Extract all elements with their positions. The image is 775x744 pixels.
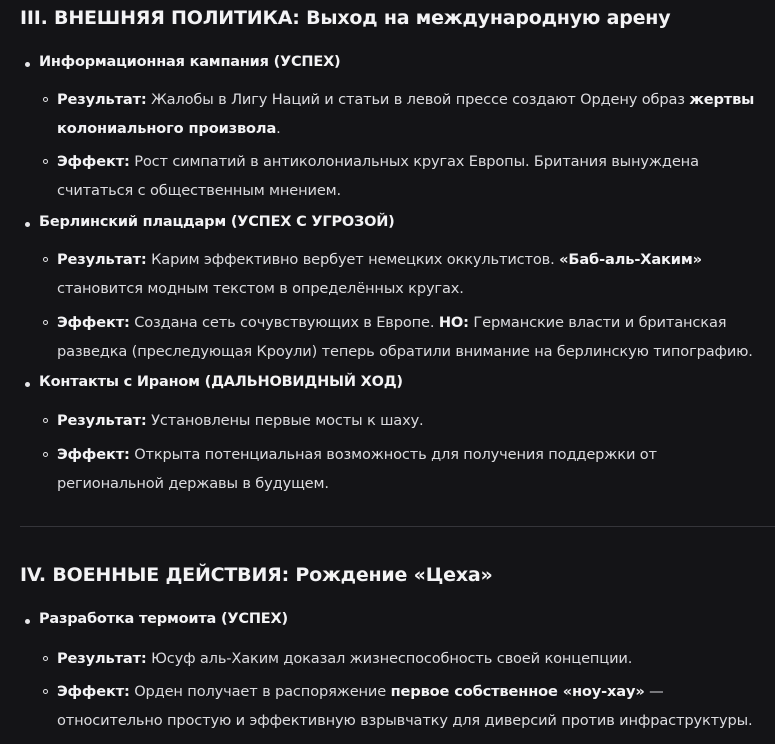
sub-bullet-circle [43,320,48,325]
effect-label: Эффект: [57,446,130,463]
effect-emphasis: первое собственное «ноу-хау» [390,683,645,700]
item-title-berlin: Берлинский плацдарм (УСПЕХ С УГРОЗОЙ) [39,214,395,230]
result-text: Жалобы в Лигу Наций и статьи в левой прессе создают Ордену образ [146,91,690,108]
effect-text: Рост симпатий в антиколониальных кругах Европы. Британия вынуждена считаться с общественным мнением. [57,153,699,199]
result-emphasis: жертвы колониального произвола [57,91,755,137]
effect-text: Открыта потенциальная возможность для получения поддержки от региональной державы в будущем. [57,446,657,492]
effect-text: Создана сеть сочувствующих в Европе. [129,314,439,331]
sub-bullet-circle [43,656,48,661]
item-effect-thermoite [57,677,767,735]
sub-bullet-circle [43,452,48,457]
item-title-thermoite: Разработка термоита (УСПЕХ) [39,611,288,627]
result-text-end: становится модным текстом в определённых кругах. [57,280,464,297]
result-label: Результат: [57,650,147,667]
effect-emphasis: НО: [438,314,469,331]
effect-label: Эффект: [57,314,130,331]
item-effect-berlin [57,308,767,366]
item-title-iran: Контакты с Ираном (ДАЛЬНОВИДНЫЙ ХОД) [39,374,403,390]
bullet-dot [25,382,30,387]
sub-bullet-circle [43,257,48,262]
item-result-thermoite [57,644,767,673]
result-label: Результат: [57,91,147,108]
section-heading-military: IV. ВОЕННЫЕ ДЕЙСТВИЯ: Рождение «Цеха» [20,564,493,586]
item-effect-iran [57,440,767,498]
bullet-dot [25,62,30,67]
bullet-dot [25,619,30,624]
bullet-dot [25,222,30,227]
sub-bullet-circle [43,159,48,164]
result-label: Результат: [57,412,147,429]
effect-text-end: Германские власти и британская разведка (преследующая Кроули) теперь обратили внимание на берлинскую типографию. [57,314,753,360]
item-title-info-campaign: Информационная кампания (УСПЕХ) [39,54,341,70]
section-divider [20,526,775,527]
item-result-iran [57,406,767,435]
effect-label: Эффект: [57,153,130,170]
result-label: Результат: [57,251,147,268]
item-effect-info-campaign [57,147,767,205]
sub-bullet-circle [43,689,48,694]
result-text: Карим эффективно вербует немецких оккультистов. [146,251,560,268]
item-result-berlin [57,245,767,303]
result-text-end: . [276,120,281,137]
effect-text: Орден получает в распоряжение [129,683,391,700]
effect-text-end: — относительно простую и эффективную взрывчатку для диверсий против инфраструктуры. [57,683,753,729]
section-heading-foreign-policy: III. ВНЕШНЯЯ ПОЛИТИКА: Выход на международную арену [20,7,671,29]
sub-bullet-circle [43,418,48,423]
sub-bullet-circle [43,97,48,102]
result-text: Установлены первые мосты к шаху. [146,412,424,429]
result-emphasis: «Баб-аль-Хаким» [559,251,702,268]
item-result-info-campaign [57,85,767,143]
result-text: Юсуф аль-Хаким доказал жизнеспособность своей концепции. [146,650,633,667]
effect-label: Эффект: [57,683,130,700]
